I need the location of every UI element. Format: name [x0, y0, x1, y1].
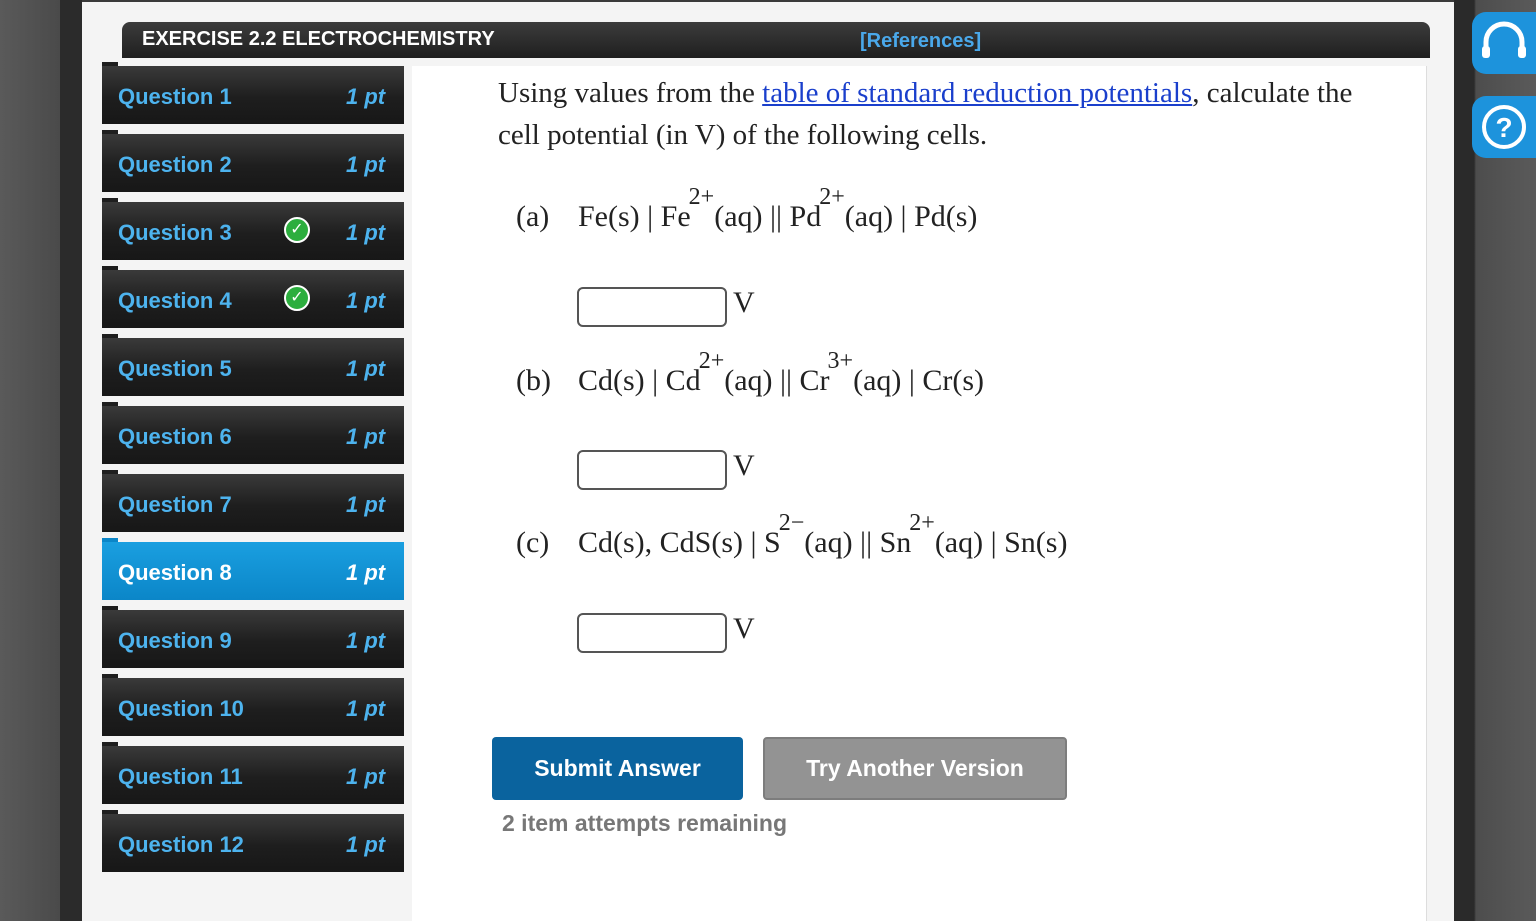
sidebar-item-question-1[interactable]: [102, 66, 404, 124]
question-label: Question 9: [118, 628, 232, 653]
part-label: (a): [516, 200, 550, 233]
question-prompt: [498, 72, 1378, 156]
equation-charge: 2+: [909, 510, 935, 536]
check-icon: ✓: [284, 217, 310, 243]
sidebar-item-question-4[interactable]: [102, 270, 404, 328]
question-label: Question 12: [118, 832, 244, 857]
question-points: 1 pt: [346, 220, 386, 245]
sidebar-item-question-6[interactable]: [102, 406, 404, 464]
equation-charge: 2+: [819, 184, 845, 210]
equation-text: (aq) | Sn(s): [934, 526, 1068, 559]
support-headset-icon[interactable]: [1472, 12, 1536, 74]
equation-text: (aq) || Cr: [724, 364, 830, 397]
sidebar-item-question-9[interactable]: [102, 610, 404, 668]
equation-text: (aq) | Pd(s): [844, 200, 978, 233]
question-points: 1 pt: [346, 696, 386, 721]
question-points: 1 pt: [346, 288, 386, 313]
try-another-version-button[interactable]: Try Another Version: [763, 737, 1067, 800]
references-link[interactable]: [References]: [860, 30, 982, 52]
question-points: 1 pt: [346, 764, 386, 789]
unit-label-a: V: [733, 286, 755, 319]
sidebar-item-question-11[interactable]: [102, 746, 404, 804]
attempts-remaining: 2 item attempts remaining: [502, 810, 788, 836]
question-label: Question 1: [118, 84, 232, 109]
question-label: Question 4: [118, 288, 232, 313]
question-label: Question 6: [118, 424, 232, 449]
help-icon[interactable]: [1472, 96, 1536, 158]
sidebar-item-question-3[interactable]: [102, 202, 404, 260]
question-label: Question 7: [118, 492, 232, 517]
background-left-strip: [60, 0, 82, 921]
equation-charge: 3+: [827, 348, 854, 374]
equation-text: Cd(s) | Cd: [578, 364, 701, 397]
question-label: Question 10: [118, 696, 244, 721]
prompt-text-2: , calculate the cell potential (in: [498, 77, 1353, 151]
question-points: 1 pt: [346, 832, 386, 857]
question-label: Question 11: [118, 764, 243, 789]
sidebar-item-question-8[interactable]: [102, 542, 404, 600]
equation-text: Fe(s) | Fe: [578, 200, 691, 233]
question-label: Question 2: [118, 152, 232, 177]
equation-charge: 2−: [778, 510, 805, 536]
question-label: Question 8: [118, 560, 232, 585]
sidebar-item-question-5[interactable]: [102, 338, 404, 396]
answer-input-b[interactable]: [577, 450, 727, 490]
answer-input-c[interactable]: [577, 613, 727, 653]
question-label: Question 5: [118, 356, 232, 381]
submit-answer-button[interactable]: Submit Answer: [492, 737, 743, 800]
prompt-text-1: Using values from the: [498, 77, 763, 109]
prompt-unit: V: [694, 119, 716, 151]
question-points: 1 pt: [346, 424, 386, 449]
question-points: 1 pt: [346, 492, 386, 517]
cell-equation-c: [516, 510, 1068, 560]
cell-equation-a: [516, 184, 978, 234]
background-left: [0, 0, 60, 921]
equation-charge: 2+: [698, 348, 725, 374]
question-points: 1 pt: [346, 628, 386, 653]
question-label: Question 3: [118, 220, 232, 245]
svg-text:?: ?: [1495, 112, 1513, 143]
equation-text: Cd(s), CdS(s) | S: [578, 526, 781, 559]
answer-input-a[interactable]: [577, 287, 727, 327]
equation-charge: 2+: [688, 184, 715, 210]
question-points: 1 pt: [346, 152, 386, 177]
sidebar-item-question-12[interactable]: [102, 814, 404, 872]
equation-text: (aq) || Sn: [804, 526, 912, 559]
sidebar-item-question-10[interactable]: [102, 678, 404, 736]
question-points: 1 pt: [346, 84, 386, 109]
sidebar-item-question-2[interactable]: [102, 134, 404, 192]
check-icon: ✓: [284, 285, 310, 311]
cell-equation-b: [516, 348, 985, 398]
sidebar-item-question-7[interactable]: [102, 474, 404, 532]
unit-label-c: V: [733, 612, 755, 645]
equation-text: (aq) | Cr(s): [853, 364, 985, 397]
part-label: (b): [516, 364, 551, 397]
question-points: 1 pt: [346, 356, 386, 381]
reduction-potentials-link[interactable]: table of standard reduction potentials: [762, 77, 1193, 109]
unit-label-b: V: [733, 449, 755, 482]
prompt-text-3: ) of the following cells.: [715, 119, 988, 151]
exercise-header: [122, 22, 1430, 58]
equation-text: (aq) || Pd: [714, 200, 822, 233]
question-points: 1 pt: [346, 560, 386, 585]
part-label: (c): [516, 526, 550, 559]
exercise-title: EXERCISE 2.2 ELECTROCHEMISTRY: [142, 28, 495, 50]
